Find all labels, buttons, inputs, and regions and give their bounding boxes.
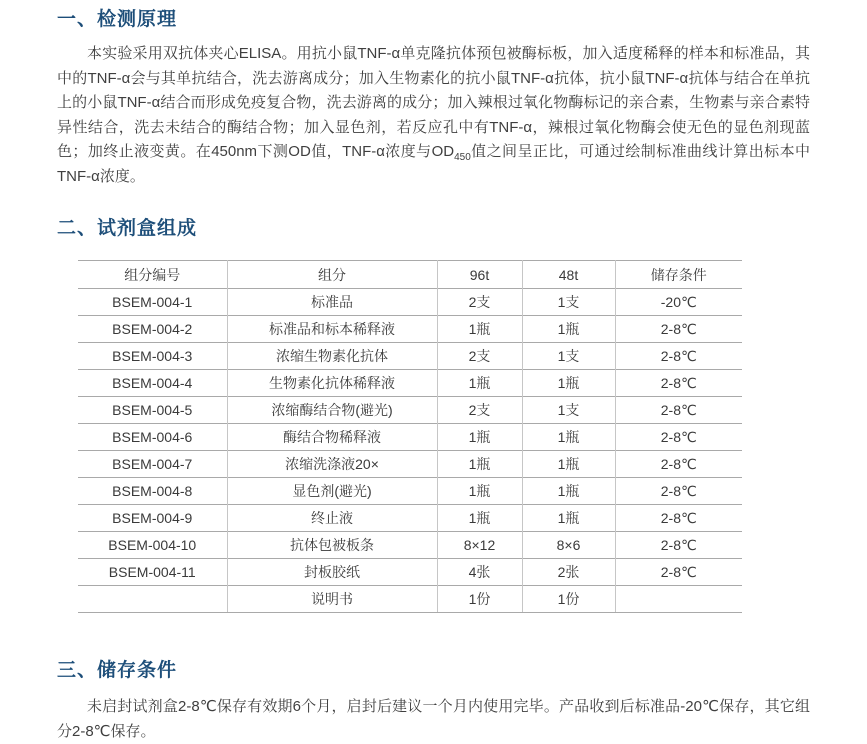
- table-row: [78, 397, 742, 424]
- cell-48t: 1份: [522, 586, 615, 613]
- cell-48t: 1支: [522, 343, 615, 370]
- col-header-component-id: 组分编号: [78, 261, 227, 289]
- cell-96t: 4张: [437, 559, 522, 586]
- cell-component-id: BSEM-004-5: [78, 397, 227, 424]
- col-header-96t: 96t: [437, 261, 522, 289]
- cell-component: 封板胶纸: [227, 559, 437, 586]
- cell-96t: 8×12: [437, 532, 522, 559]
- table-row: [78, 451, 742, 478]
- cell-48t: 1支: [522, 397, 615, 424]
- table-header-row: [78, 261, 742, 289]
- col-header-48t: 48t: [522, 261, 615, 289]
- principle-text-2: 值之间呈正比，可通过绘制标准曲线计算出标本中TNF-α浓度。: [57, 143, 810, 185]
- col-header-storage: 储存条件: [615, 261, 742, 289]
- cell-component: 生物素化抗体稀释液: [227, 370, 437, 397]
- cell-96t: 1份: [437, 586, 522, 613]
- section-heading-storage: 三、储存条件: [57, 660, 178, 681]
- cell-96t: 1瓶: [437, 451, 522, 478]
- cell-component: 抗体包被板条: [227, 532, 437, 559]
- table-row: [78, 343, 742, 370]
- table-row: [78, 289, 742, 316]
- cell-storage: 2-8℃: [615, 424, 742, 451]
- cell-storage: 2-8℃: [615, 316, 742, 343]
- cell-storage: 2-8℃: [615, 559, 742, 586]
- cell-storage: -20℃: [615, 289, 742, 316]
- table-row: [78, 532, 742, 559]
- principle-text-1: 本实验采用双抗体夹心ELISA。用抗小鼠TNF-α单克隆抗体预包被酶标板，加入适度稀释的样本和标准品，其中的TNF-α会与其单抗结合，洗去游离成分；加入生物素化的抗小鼠TNF-α抗体，抗小鼠TNF-α抗体与结合在单抗上的小鼠TNF-α结合而形成免疫复合物，洗去游离的成分；加入辣根过氧化物酶标记的亲合素，生物素与亲合素特异性结合，洗去未结合的酶结合物；加入显色剂，若反应孔中有TNF-α，辣根过氧化物酶会使无色的显色剂现蓝色；加终止液变黄。在450nm下测OD值，TNF-α浓度与OD: [57, 45, 810, 160]
- cell-storage: 2-8℃: [615, 397, 742, 424]
- cell-48t: 1瓶: [522, 316, 615, 343]
- components-table: [78, 260, 742, 613]
- cell-component: 浓缩酶结合物(避光): [227, 397, 437, 424]
- cell-component-id: BSEM-004-9: [78, 505, 227, 532]
- cell-component: 显色剂(避光): [227, 478, 437, 505]
- od450-subscript: 450: [454, 152, 471, 163]
- cell-storage: 2-8℃: [615, 478, 742, 505]
- principle-paragraph: [57, 42, 810, 189]
- cell-component-id: BSEM-004-3: [78, 343, 227, 370]
- table-row: [78, 559, 742, 586]
- cell-component: 说明书: [227, 586, 437, 613]
- cell-component: 浓缩生物素化抗体: [227, 343, 437, 370]
- cell-component-id: BSEM-004-11: [78, 559, 227, 586]
- cell-storage: 2-8℃: [615, 370, 742, 397]
- section-heading-principle: 一、检测原理: [57, 9, 178, 30]
- cell-storage: 2-8℃: [615, 505, 742, 532]
- cell-96t: 1瓶: [437, 424, 522, 451]
- cell-96t: 1瓶: [437, 478, 522, 505]
- cell-storage: 2-8℃: [615, 343, 742, 370]
- cell-96t: 2支: [437, 289, 522, 316]
- table-row: [78, 316, 742, 343]
- cell-48t: 1支: [522, 289, 615, 316]
- cell-48t: 1瓶: [522, 370, 615, 397]
- cell-48t: 1瓶: [522, 478, 615, 505]
- storage-paragraph: 未启封试剂盒2-8℃保存有效期6个月，启封后建议一个月内使用完毕。产品收到后标准品-20℃保存，其它组分2-8℃保存。: [57, 698, 810, 740]
- cell-48t: 1瓶: [522, 424, 615, 451]
- components-table-wrapper: [78, 260, 810, 613]
- cell-96t: 1瓶: [437, 505, 522, 532]
- cell-component-id: BSEM-004-2: [78, 316, 227, 343]
- cell-component: 酶结合物稀释液: [227, 424, 437, 451]
- cell-48t: 2张: [522, 559, 615, 586]
- cell-96t: 1瓶: [437, 370, 522, 397]
- col-header-component: 组分: [227, 261, 437, 289]
- table-row: [78, 424, 742, 451]
- table-row: [78, 505, 742, 532]
- section-heading-components: 二、试剂盒组成: [57, 218, 198, 239]
- cell-96t: 2支: [437, 397, 522, 424]
- cell-component-id: BSEM-004-6: [78, 424, 227, 451]
- cell-storage: [615, 586, 742, 613]
- cell-component-id: [78, 586, 227, 613]
- cell-storage: 2-8℃: [615, 451, 742, 478]
- cell-component: 浓缩洗涤液20×: [227, 451, 437, 478]
- table-row: [78, 586, 742, 613]
- cell-48t: 8×6: [522, 532, 615, 559]
- cell-component: 终止液: [227, 505, 437, 532]
- cell-component-id: BSEM-004-8: [78, 478, 227, 505]
- cell-component-id: BSEM-004-7: [78, 451, 227, 478]
- table-row: [78, 370, 742, 397]
- cell-component: 标准品和标本稀释液: [227, 316, 437, 343]
- cell-48t: 1瓶: [522, 451, 615, 478]
- cell-component-id: BSEM-004-10: [78, 532, 227, 559]
- cell-component-id: BSEM-004-1: [78, 289, 227, 316]
- cell-component: 标准品: [227, 289, 437, 316]
- table-row: [78, 478, 742, 505]
- cell-48t: 1瓶: [522, 505, 615, 532]
- cell-storage: 2-8℃: [615, 532, 742, 559]
- cell-96t: 1瓶: [437, 316, 522, 343]
- cell-component-id: BSEM-004-4: [78, 370, 227, 397]
- cell-96t: 2支: [437, 343, 522, 370]
